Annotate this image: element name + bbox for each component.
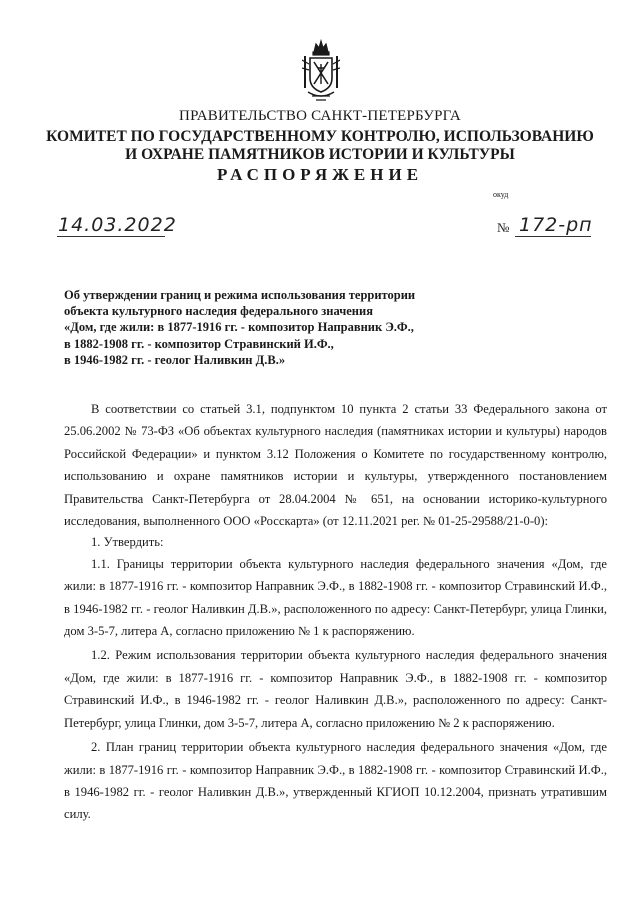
government-name: ПРАВИТЕЛЬСТВО САНКТ-ПЕТЕРБУРГА <box>179 108 461 124</box>
document-title <box>64 287 415 368</box>
title-line: в 1882-1908 гг. - композитор Стравинский И.Ф., <box>64 336 334 351</box>
body-paragraph-item-1-2: 1.2. Режим использования территории объекта культурного наследия федерального значения «Дом, где жили: в 1877-1916 гг. - композитор Направник Э.Ф., в 1882-1908 гг. - композитор Стравинский И.Ф., в 1946-1982 гг. - геолог Наливкин Д.В.», расположенного по адресу: Санкт-Петербург, улица Глинки, дом 3-5-7, литера А, согласно приложению № 2 к распоряжению. <box>64 648 607 730</box>
committee-name <box>0 128 640 164</box>
body-paragraph-item-2: 2. План границ территории объекта культурного наследия федерального значения «Дом, где жили: в 1877-1916 гг. - композитор Направник Э.Ф., в 1882-1908 гг. - композитор Стравинский И.Ф., в 1946-1982 гг. - геолог Наливкин Д.В.», утвержденный КГИОП 10.12.2004, признать утратившим силу. <box>64 740 607 822</box>
st-petersburg-coat-of-arms-icon <box>302 38 340 106</box>
committee-line-2: И ОХРАНЕ ПАМЯТНИКОВ ИСТОРИИ И КУЛЬТУРЫ <box>125 146 515 163</box>
document-type: РАСПОРЯЖЕНИЕ <box>216 165 424 184</box>
number-sign: № <box>497 220 510 235</box>
document-number: 172-рп <box>519 214 593 236</box>
number-underline <box>515 236 591 237</box>
body-paragraph-item-1-1: 1.1. Границы территории объекта культурного наследия федерального значения «Дом, где жили: в 1877-1916 гг. - композитор Направник Э.Ф., в 1882-1908 гг. - композитор Стравинский И.Ф., в 1946-1982 гг. - геолог Наливкин Д.В.», расположенного по адресу: Санкт-Петербург, улица Глинки, дом 3-5-7, литера А, согласно приложению № 1 к распоряжению. <box>64 556 607 639</box>
document-body <box>64 398 607 826</box>
body-paragraph-preamble: В соответствии со статьей 3.1, подпунктом 10 пункта 2 статьи 33 Федерального закона от 25.06.2002 № 73-ФЗ «Об объектах культурного наследия (памятниках истории и культуры) народов Российской Федерации» и пунктом 3.12 Положения о Комитете по государственному контролю, использованию и охране памятников истории и культуры, утвержденного постановлением Правительства Санкт-Петербурга от 28.04.2004 № 651, на основании историко-культурного исследования, выполненного ООО «Росскарта» (от 12.11.2021 рег. № 01-25-29588/21-0-0): <box>64 402 607 529</box>
committee-line-1: КОМИТЕТ ПО ГОСУДАРСТВЕННОМУ КОНТРОЛЮ, ИСПОЛЬЗОВАНИЮ <box>46 128 594 145</box>
body-paragraph-item-1: 1. Утвердить: <box>91 535 164 550</box>
title-line: в 1946-1982 гг. - геолог Наливкин Д.В.» <box>64 352 286 367</box>
title-line: «Дом, где жили: в 1877-1916 гг. - композитор Направник Э.Ф., <box>64 320 414 335</box>
okud-label: окуд <box>493 190 509 199</box>
title-line: Об утверждении границ и режима использования территории <box>64 288 416 302</box>
document-date: 14.03.2022 <box>58 214 177 236</box>
title-line: объекта культурного наследия федерального значения <box>64 304 373 319</box>
date-underline <box>57 236 165 237</box>
